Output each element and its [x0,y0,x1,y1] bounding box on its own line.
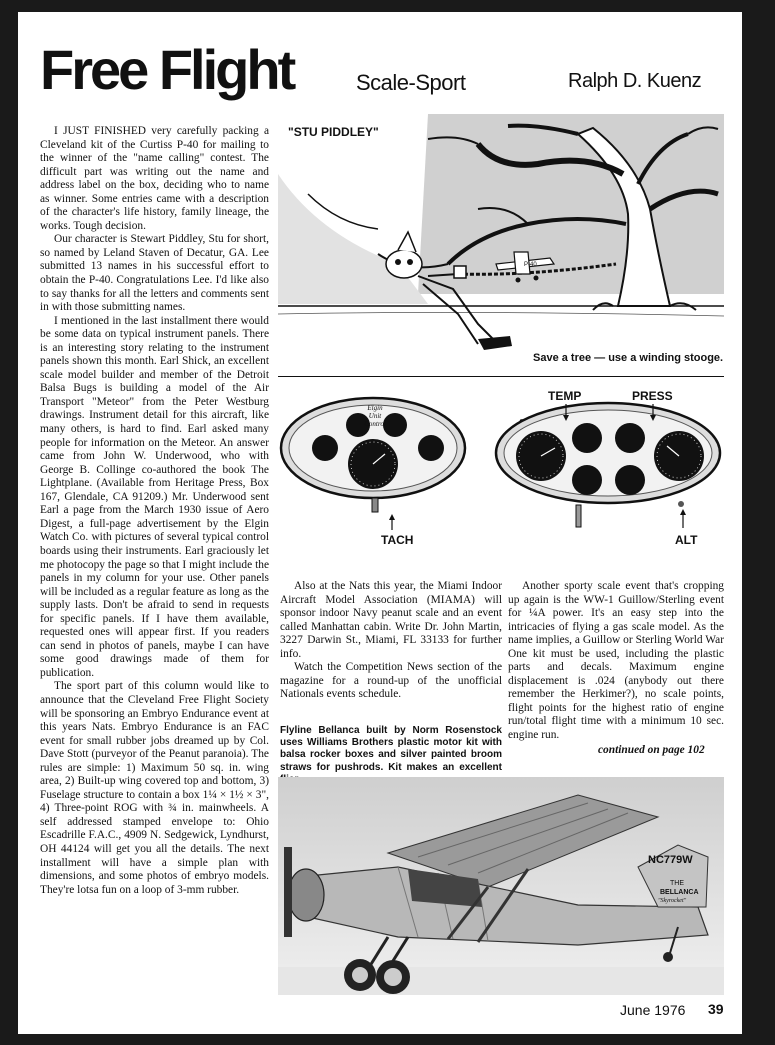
paragraph-2: Our character is Stewart Piddley, Stu for short, so named by Leland Staven of Decatur, GA. Lee submitted 13 names in his successful effort to obtain the P-40. Congratulations Lee. I'd like also to say thanks for all the letters and comments sent in with those submitting names. [40,233,269,314]
instrument-panels [273,380,728,550]
bellanca-photo-drawing [278,777,724,995]
page-number: 39 [708,1001,724,1017]
alt-label: ALT [675,533,698,547]
paragraph-4: The sport part of this column would like to announce that the Cleveland Free Flight Society will be sponsoring an Embryo Endurance event at this years Nats. Embryo Endurance is an FAC event for small rubber jobs dreamed up by Col. Dave Stott (purveyor of the Peanut paranoia). The rules are simple: 1) Maximum 50 sq. in. wing area, 2) Built-up wing covered top and bottom, 3) Fuselage structure to contain a box 1¼ × 1½ × 3", 4) Three-point ROG with ¾ in. mainwheels. A self addressed stamped envelope to: Ohio Escadrille F.A.C., 4909 N. Sedgewick, Lyndhurst, OH 44124 will get you all the details. The next installment will have a simple plan with dimensions, and some photos of embryo models. They're lotsa fun on a loop of 3-mm rubber. [40,680,269,896]
temp-label: TEMP [548,389,582,403]
article-column-3 [508,580,724,755]
article-column-1 [40,125,269,1025]
panel-brand-line-2: Unit [368,412,382,420]
continued-note: continued on page 102 [598,744,705,756]
photo-caption: Flyline Bellanca built by Norm Rosenstock uses Williams Brothers plastic motor kit with balsa rocker boxes and silver painted broom straws for pushrods. Kit makes an excellent [280,725,502,773]
registration-number: NC779W [648,854,693,866]
tach-label: TACH [381,533,414,547]
issue-date: June 1976 [620,1002,686,1018]
paragraph-6: Watch the Competition News section of the magazine for a round-up of the unofficial Nationals events schedule. [280,661,502,701]
elgin-unit-control-panel [281,398,465,512]
cartoon-caption: Save a tree — use a winding stooge. [533,352,724,364]
article-column-2 [280,580,502,740]
meteor-instrument-panel [496,403,720,527]
paragraph-1: I JUST FINISHED very carefully packing a Cleveland kit of the Curtiss P-40 for mailing to the winner of the "name calling" contest. The difficult part was writing out the name and address label on the box, deciding who to name as winner. Some entries came with a description of the character's life history, family lineage, the works. Tough decision. [40,125,269,232]
section-label: Scale-Sport [356,70,466,95]
paragraph-3: I mentioned in the last installment there would be some data on typical instrument panels. There is an interesting story relating to the instrument panels shown this month. Earl Shick, an excellent scale model builder and member of the Detroit Balsa Bugs is building a model of the Air Transport "Meteor" from the Peter Westburg drawings. Instrument detail for this aircraft, like many others, is hard to find. Earl asked many people for information on the Meteor. An answer came from John W. Underwood, who with George B. Collinge co-authored the book The Lightplane. (Available from Heritage Press, Box 167, Glendale, CA 91209.) Mr. Underwood sent Earl a page from the March 1930 issue of Aero Digest, a full-page advertisement by the Elgin Watch Co. with pictures of several typical control boards using their instruments. Earl graciously let me photocopy the page so that I might include the panels in my column for your use. Other panels will be included as a regular feature as long as the supply lasts. Don't be afraid to send in requests for specific panels. If I have them available, requested ones will appear first. If you readers can send in photos of panels, maybe I can have some good drawings made of them for publication. [40,314,269,679]
cartoon-title: "STU PIDDLEY" [288,125,379,139]
paragraph-5: Also at the Nats this year, the Miami Indoor Aircraft Model Association (MIAMA) will sponsor indoor Navy peanut scale and an event called Manhattan cabin. Write Dr. John Martin, 3227 Darwin St., Miami, FL 33133 for further info. [280,580,502,660]
panel-brand-line-1: Elgin [367,404,383,412]
bellanca-photo [278,777,724,995]
plane-registration: P-40 [524,262,537,268]
section-divider [278,376,724,377]
column-title: Free Flight [40,38,294,101]
stu-piddley-cartoon [278,114,724,369]
tail-text-2: BELLANCA [660,889,699,896]
paragraph-7: Another sporty scale event that's cropping up again is the WW-1 Guillow/Sterling event for ¼A power. It's an easy step into the intricacies of flying a gas scale model. As the name implies, a Guillow or Sterling World War One kit must be used, including the plastic parts and decals. Maximum engine displacement is .024 (anybody out there remember the Herkimer?), no scale points, flight points for the highest ratio of engine run/total flight time with a minimum 10 sec. engine run. [508,580,724,742]
author-name: Ralph D. Kuenz [568,70,702,92]
panel-brand-line-3: Control [364,420,386,428]
instrument-panels-drawing [273,380,728,550]
press-label: PRESS [632,389,673,403]
cartoon-drawing [278,114,724,369]
magazine-page [18,12,742,1034]
tail-text-3: "Skyrocket" [658,898,687,904]
tail-text-1: THE [670,880,684,887]
